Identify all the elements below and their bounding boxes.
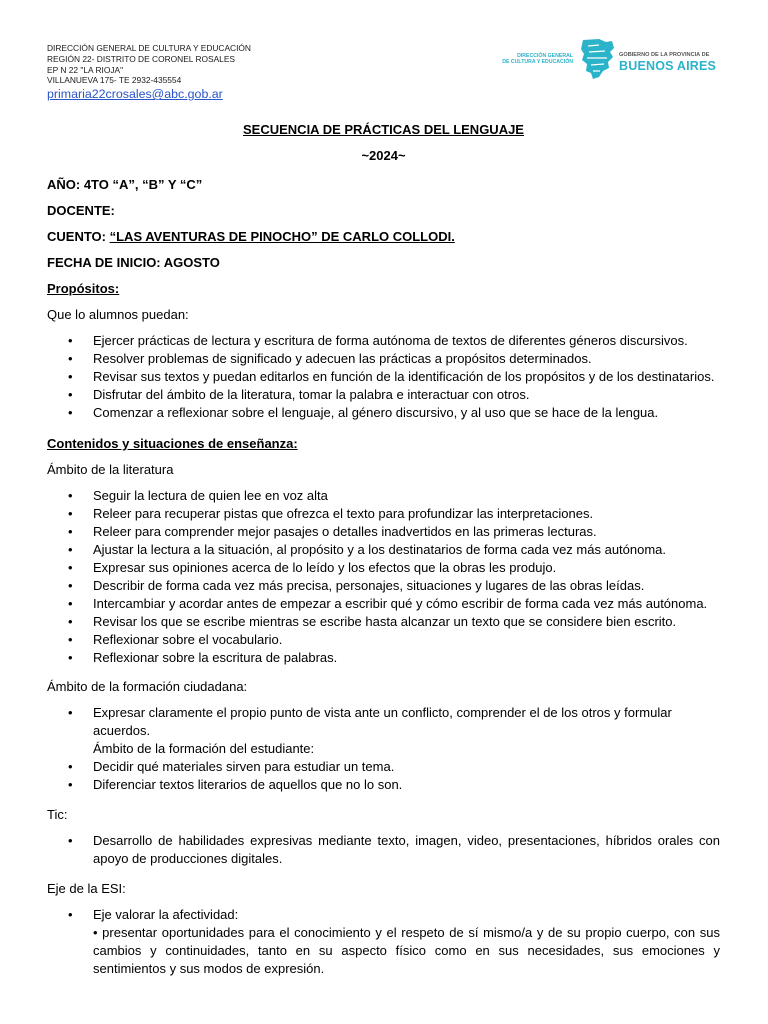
list-item <box>47 577 720 595</box>
list-item-text: Expresar sus opiniones acerca de lo leído y los efectos que la obras les produjo. <box>93 560 557 575</box>
list-item <box>47 595 720 613</box>
list-item-text: Disfrutar del ámbito de la literatura, tomar la palabra e interactuar con otros. <box>93 387 530 402</box>
story-value: “LAS AVENTURAS DE PINOCHO” DE CARLO COLLODI. <box>109 229 455 244</box>
list-item-text: Expresar claramente el propio punto de vista ante un conflicto, comprender el de los otros y formular acuerdos. <box>93 705 672 738</box>
bullet-icon: • <box>68 578 73 593</box>
list-item <box>47 404 720 422</box>
header-line: REGIÓN 22- DISTRITO DE CORONEL ROSALES <box>47 53 236 64</box>
start-date-field: FECHA DE INICIO: AGOSTO <box>47 255 220 270</box>
list-item <box>47 704 720 758</box>
literature-label: Ámbito de la literatura <box>47 462 174 477</box>
list-item-text: Ajustar la lectura a la situación, al propósito y a los destinatarios de forma cada vez más autónoma. <box>93 542 667 557</box>
email-link[interactable]: primaria22crosales@abc.gob.ar <box>47 87 223 102</box>
story-field <box>47 228 720 246</box>
list-item <box>47 505 720 523</box>
bullet-icon: • <box>68 351 73 366</box>
list-item-text: Comenzar a reflexionar sobre el lenguaje, al género discursivo, y al uso que se hace de la lengua. <box>93 405 659 420</box>
bullet-icon: • <box>68 759 73 774</box>
province-map-icon <box>579 38 615 80</box>
list-item <box>47 613 720 631</box>
list-item <box>47 776 720 794</box>
contents-heading: Contenidos y situaciones de enseñanza: <box>47 436 298 451</box>
header-line: EP N 22 "LA RIOJA" <box>47 64 124 75</box>
tic-list <box>47 832 720 868</box>
esi-detail-text: • presentar oportunidades para el conocimiento y el respeto de sí mismo/a y de su propio cuerpo, con sus cambios y continuidades, tanto en su aspecto físico como en sus necesidades, sus emociones y sentimientos y sus modos de expresión. <box>93 925 720 976</box>
list-item <box>47 523 720 541</box>
bullet-icon: • <box>68 705 73 720</box>
institution-header <box>47 43 251 101</box>
bullet-icon: • <box>68 542 73 557</box>
purposes-heading: Propósitos: <box>47 281 120 296</box>
list-item <box>47 368 720 386</box>
tic-label: Tic: <box>47 807 68 822</box>
list-item-text: Eje valorar la afectividad: <box>93 907 239 922</box>
literature-list <box>47 487 720 667</box>
bullet-icon: • <box>68 614 73 629</box>
government-logo <box>499 38 719 80</box>
civic-label: Ámbito de la formación ciudadana: <box>47 679 248 694</box>
document-year: ~2024~ <box>361 148 406 163</box>
document-body <box>47 121 720 978</box>
esi-label: Eje de la ESI: <box>47 881 126 896</box>
list-item-text: Revisar sus textos y puedan editarlos en función de la identificación de los propósitos y de los destinatarios. <box>93 369 715 384</box>
list-item <box>47 832 720 868</box>
list-item-text: Revisar los que se escribe mientras se escribe hasta alcanzar un texto que se considere bien escrito. <box>93 614 677 629</box>
bullet-icon: • <box>68 333 73 348</box>
header-line: VILLANUEVA 175- TE 2932-435554 <box>47 75 182 86</box>
esi-list <box>47 906 720 978</box>
teacher-field: DOCENTE: <box>47 203 115 218</box>
story-label: CUENTO: <box>47 229 110 244</box>
logo-right-line2: BUENOS AIRES <box>619 59 717 73</box>
list-item-text: Resolver problemas de significado y adecuen las prácticas a propósitos determinados. <box>93 351 592 366</box>
list-item-text: Reflexionar sobre la escritura de palabras. <box>93 650 338 665</box>
list-item <box>47 541 720 559</box>
list-item-text: Seguir la lectura de quien lee en voz alta <box>93 488 328 503</box>
bullet-icon: • <box>68 596 73 611</box>
logo-right-line1: GOBIERNO DE LA PROVINCIA DE <box>619 52 710 58</box>
list-item-text: Decidir qué materiales sirven para estudiar un tema. <box>93 759 395 774</box>
list-item <box>47 649 720 667</box>
list-item <box>47 906 720 978</box>
list-item-text: Intercambiar y acordar antes de empezar a escribir qué y cómo escribir de forma cada vez más autónoma. <box>93 596 708 611</box>
list-item-text: Desarrollo de habilidades expresivas mediante texto, imagen, video, presentaciones, híbridos orales con apoyo de producciones digitales. <box>93 833 720 866</box>
bullet-icon: • <box>68 907 73 922</box>
logo-left-line: DE CULTURA Y EDUCACIÓN <box>502 59 573 66</box>
list-item-text: Describir de forma cada vez más precisa, personajes, situaciones y lugares de las obras leídas. <box>93 578 645 593</box>
bullet-icon: • <box>68 650 73 665</box>
list-item-text: Releer para comprender mejor pasajes o detalles inadvertidos en las primeras lecturas. <box>93 524 597 539</box>
bullet-icon: • <box>68 387 73 402</box>
document-title: SECUENCIA DE PRÁCTICAS DEL LENGUAJE <box>243 122 524 137</box>
bullet-icon: • <box>68 369 73 384</box>
list-item-text: Reflexionar sobre el vocabulario. <box>93 632 283 647</box>
list-item <box>47 332 720 350</box>
list-item-text: Ejercer prácticas de lectura y escritura de forma autónoma de textos de diferentes géneros discursivos. <box>93 333 688 348</box>
list-item <box>47 631 720 649</box>
bullet-icon: • <box>68 560 73 575</box>
list-item <box>47 559 720 577</box>
bullet-icon: • <box>68 632 73 647</box>
logo-left-line: DIRECCIÓN GENERAL <box>517 53 573 59</box>
header-line: DIRECCIÓN GENERAL DE CULTURA Y EDUCACIÓN <box>47 43 251 53</box>
bullet-icon: • <box>68 524 73 539</box>
list-item <box>47 758 720 776</box>
logo-left-text <box>499 53 573 65</box>
bullet-icon: • <box>68 488 73 503</box>
purposes-intro: Que lo alumnos puedan: <box>47 307 189 322</box>
bullet-icon: • <box>68 405 73 420</box>
list-item-text: Releer para recuperar pistas que ofrezca el texto para profundizar las interpretaciones. <box>93 506 594 521</box>
bullet-icon: • <box>68 777 73 792</box>
bullet-icon: • <box>68 833 73 848</box>
list-item <box>47 350 720 368</box>
purposes-list <box>47 332 720 422</box>
list-item <box>47 386 720 404</box>
list-item-text: Diferenciar textos literarios de aquellos que no lo son. <box>93 777 403 792</box>
student-formation-label: Ámbito de la formación del estudiante: <box>93 741 315 756</box>
civic-list <box>47 704 720 794</box>
year-field: AÑO: 4TO “A”, “B” Y “C” <box>47 177 203 192</box>
bullet-icon: • <box>68 506 73 521</box>
list-item <box>47 487 720 505</box>
